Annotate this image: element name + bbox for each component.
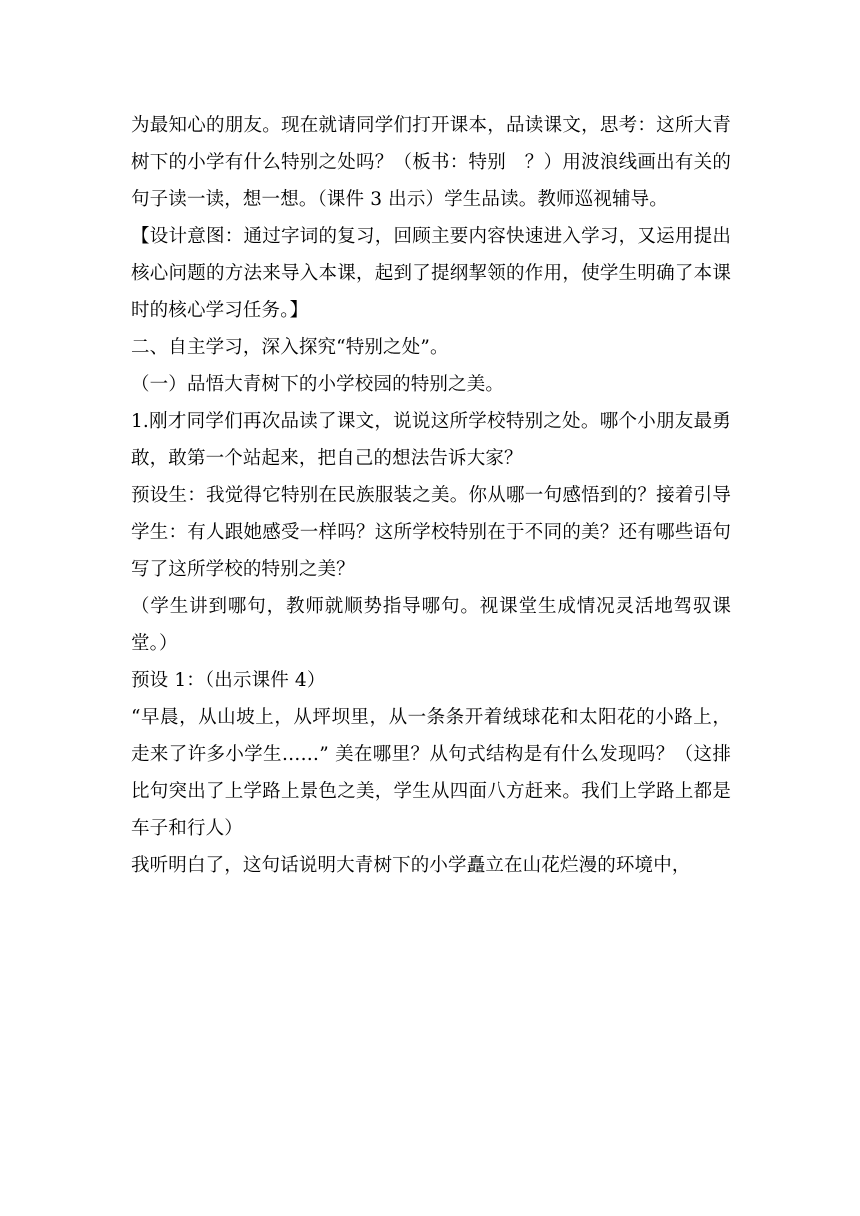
paragraph-question-1: 1.刚才同学们再次品读了课文，说说这所学校特别之处。哪个小朋友最勇敢，敢第一个站起来，把自己的想法告诉大家？ xyxy=(131,411,731,469)
section-heading-2: 二、自主学习，深入探究“特别之处”。 xyxy=(131,337,449,358)
paragraph-teacher-note: （学生讲到哪句，教师就顺势指导哪句。视课堂生成情况灵活地驾驭课堂。） xyxy=(131,596,731,654)
subsection-heading-1: （一）品悟大青树下的小学校园的特别之美。 xyxy=(131,374,505,395)
paragraph-student-response: 预设生：我觉得它特别在民族服装之美。你从哪一句感悟到的？接着引导学生：有人跟她感受一样吗？这所学校特别在于不同的美？还有哪些语句写了这所学校的特别之美？ xyxy=(131,485,731,580)
paragraph-conclusion: 我听明白了，这句话说明大青树下的小学矗立在山花烂漫的环境中， xyxy=(131,855,691,876)
paragraph-preset-1: 预设 1：（出示课件 4） xyxy=(131,670,326,691)
paragraph-quote: “早晨，从山坡上，从坪坝里，从一条条开着绒球花和太阳花的小路上，走来了许多小学生……” 美在哪里？从句式结构是有什么发现吗？（这排比句突出了上学路上景色之美，学生从四面八方赶来。我们上学路上都是车子和行人） xyxy=(131,707,731,839)
paragraph-design-intent: 【设计意图：通过字词的复习，回顾主要内容快速进入学习，又运用提出核心问题的方法来导入本课，起到了提纲挈领的作用，使学生明确了本课时的核心学习任务。】 xyxy=(131,226,731,321)
paragraph-1: 为最知心的朋友。现在就请同学们打开课本，品读课文，思考：这所大青树下的小学有什么特别之处吗？（板书：特别 ？）用波浪线画出有关的句子读一读，想一想。（课件 3 出示）学生品读。教师巡视辅导。 xyxy=(131,115,731,210)
document-body xyxy=(131,107,731,884)
